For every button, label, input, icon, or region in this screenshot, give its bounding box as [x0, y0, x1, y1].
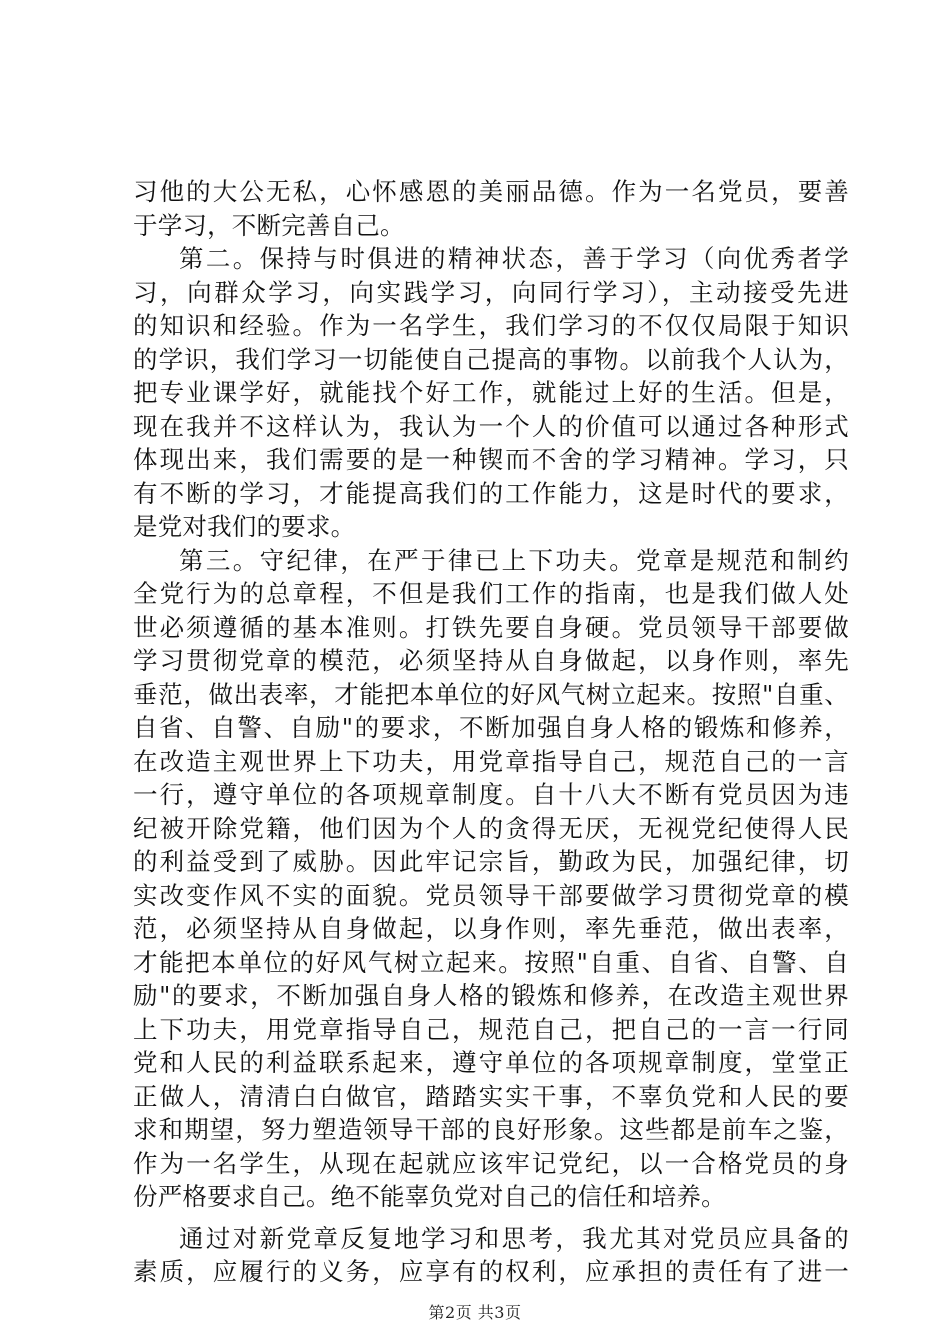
text-line: 通过对新党章反复地学习和思考，我尤其对党员应具备的 — [179, 1223, 849, 1253]
text-line: 把专业课学好，就能找个好工作，就能过上好的生活。但是， — [133, 378, 849, 407]
text-line: 习，向群众学习，向实践学习，向同行学习），主动接受先进 — [133, 277, 849, 307]
text-line: 垂范，做出表率，才能把本单位的好风气树立起来。按照"自重、 — [133, 679, 849, 709]
text-line: 的学识，我们学习一切能使自己提高的事物。以前我个人认为， — [133, 344, 849, 374]
text-line: 党和人民的利益联系起来，遵守单位的各项规章制度，堂堂正 — [133, 1048, 849, 1077]
text-line: 作为一名学生，从现在起就应该牢记党纪，以一合格党员的身 — [133, 1148, 849, 1178]
page-footer: 第2页 共3页 — [428, 1303, 522, 1322]
text-line: 的知识和经验。作为一名学生，我们学习的不仅仅局限于知识 — [133, 311, 849, 340]
text-line: 一行，遵守单位的各项规章制度。自十八大不断有党员因为违 — [133, 780, 849, 809]
text-line: 份严格要求自己。绝不能辜负党对自己的信任和培养。 — [133, 1182, 726, 1211]
text-line: 在改造主观世界上下功夫，用党章指导自己，规范自己的一言 — [133, 746, 849, 776]
text-line: 现在我并不这样认为，我认为一个人的价值可以通过各种形式 — [133, 411, 849, 441]
text-line: 才能把本单位的好风气树立起来。按照"自重、自省、自警、自 — [133, 947, 849, 977]
text-line: 纪被开除党籍，他们因为个人的贪得无厌，无视党纪使得人民 — [133, 813, 849, 843]
text-line: 正做人，清清白白做官，踏踏实实干事，不辜负党和人民的要 — [133, 1081, 849, 1111]
text-line: 实改变作风不实的面貌。党员领导干部要做学习贯彻党章的模 — [133, 880, 849, 910]
text-line: 世必须遵循的基本准则。打铁先要自身硬。党员领导干部要做 — [133, 612, 849, 642]
paragraph-gap — [133, 1214, 849, 1222]
text-line: 是党对我们的要求。 — [133, 512, 356, 541]
text-line: 自省、自警、自励"的要求，不断加强自身人格的锻炼和修养， — [133, 713, 849, 742]
text-line: 全党行为的总章程，不但是我们工作的指南，也是我们做人处 — [133, 579, 849, 608]
text-line: 上下功夫，用党章指导自己，规范自己，把自己的一言一行同 — [133, 1014, 849, 1044]
text-line: 习他的大公无私，心怀感恩的美丽品德。作为一名党员，要善 — [133, 177, 849, 206]
text-line: 有不断的学习，才能提高我们的工作能力，这是时代的要求， — [133, 478, 849, 508]
text-line: 体现出来，我们需要的是一种锲而不舍的学习精神。学习，只 — [133, 445, 849, 474]
text-line: 第三。守纪律，在严于律已上下功夫。党章是规范和制约 — [179, 545, 849, 575]
text-line: 于学习，不断完善自己。 — [133, 210, 405, 240]
text-line: 求和期望，努力塑造领导干部的良好形象。这些都是前车之鉴， — [133, 1115, 849, 1144]
text-line: 的利益受到了威胁。因此牢记宗旨，勤政为民，加强纪律，切 — [133, 847, 849, 876]
text-line: 范，必须坚持从自身做起，以身作则，率先垂范，做出表率， — [133, 914, 849, 943]
text-line: 素质，应履行的义务，应享有的权利，应承担的责任有了进一 — [133, 1257, 849, 1286]
text-line: 学习贯彻党章的模范，必须坚持从自身做起，以身作则，率先 — [133, 646, 849, 675]
body-text — [133, 175, 849, 1289]
text-line: 第二。保持与时俱进的精神状态，善于学习（向优秀者学 — [179, 244, 849, 273]
text-line: 励"的要求，不断加强自身人格的锻炼和修养，在改造主观世界 — [133, 981, 849, 1010]
